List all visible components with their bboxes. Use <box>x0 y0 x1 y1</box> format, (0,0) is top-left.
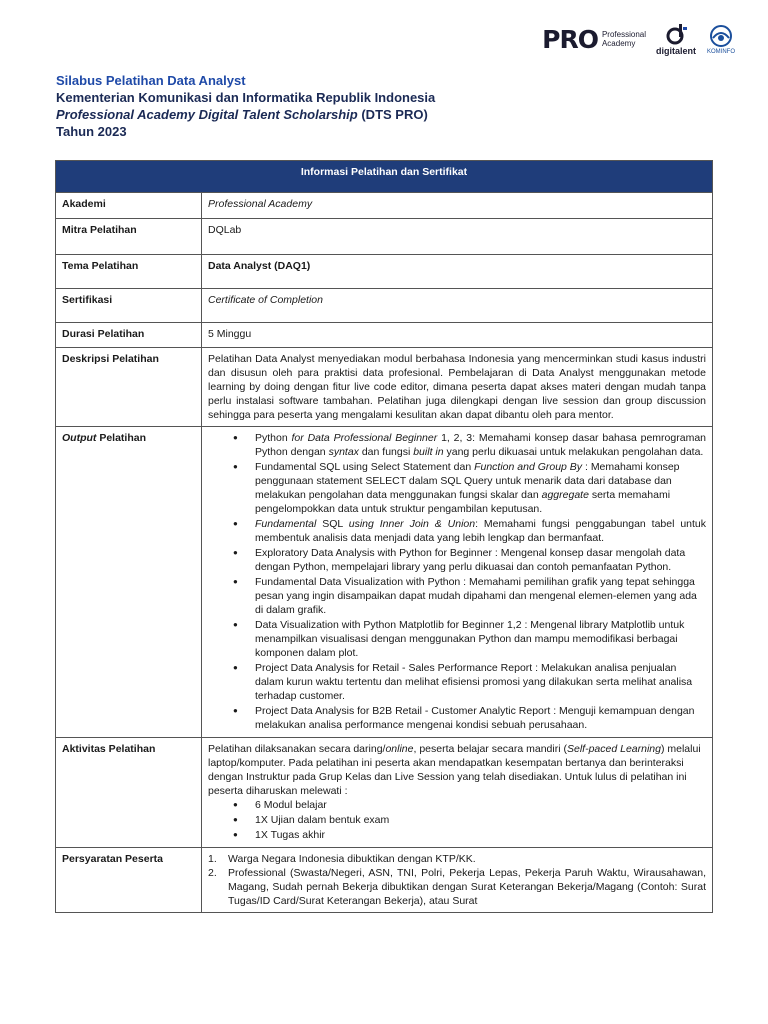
durasi-value: 5 Minggu <box>202 323 713 348</box>
program-name-italic: Professional Academy Digital Talent Scholarship <box>56 107 358 122</box>
digitalent-logo <box>656 23 696 56</box>
table-row <box>56 348 713 427</box>
akademi-label: Akademi <box>56 193 202 219</box>
list-item: ● Exploratory Data Analysis with Python for Beginner : Mengenal konsep dasar mengolah data dengan Python, mempelajari library yang perlu dikuasai dan contoh pemanfaatan Python. <box>208 546 706 574</box>
persyaratan-value <box>202 848 713 913</box>
list-item: ● Python for Data Professional Beginner 1, 2, 3: Memahami konsep dasar bahasa pemrograman Python dengan syntax dan fungsi built in yang perlu dikuasai untuk melakukan pengolahan data. <box>208 431 706 459</box>
kominfo-mark-icon <box>706 24 736 48</box>
output-label-italic: Output <box>62 432 97 444</box>
table-row <box>56 193 713 219</box>
document-title: Silabus Pelatihan Data Analyst <box>56 73 246 88</box>
aktivitas-paragraph: Pelatihan dilaksanakan secara daring/online, peserta belajar secara mandiri (Self-paced Learning) melalui laptop/komputer. Pada pelatihan ini peserta akan mendapatkan kesempatan bertanya dan berinteraksi dengan Instruktur pada Grup Kelas dan Live Session yang telah disediakan. Untuk lulus di pelatihan ini peserta diharuskan melewati : <box>208 743 701 797</box>
deskripsi-label: Deskripsi Pelatihan <box>56 348 202 427</box>
table-row <box>56 289 713 323</box>
table-row <box>56 219 713 255</box>
output-label <box>56 427 202 738</box>
output-list <box>208 431 706 732</box>
kominfo-word: KOMINFO <box>707 48 735 55</box>
sertifikasi-label: Sertifikasi <box>56 289 202 323</box>
list-item: ● Fundamental SQL using Select Statement dan Function and Group By : Memahami konsep penggunaan statement SELECT dalam SQL Query untuk menarik data dari database dan melakukan pengolahan data menggunakan fungsi skalar dan aggregate serta memahami pengelompokkan data untuk struktur pengambilan keputusan. <box>208 460 706 516</box>
document-title-block <box>56 72 435 140</box>
table-row <box>56 427 713 738</box>
akademi-value: Professional Academy <box>202 193 713 219</box>
table-row <box>56 255 713 289</box>
tema-label: Tema Pelatihan <box>56 255 202 289</box>
partner-logos <box>542 18 736 60</box>
list-item: ● Fundamental SQL using Inner Join & Union: Memahami fungsi penggabungan tabel untuk membentuk analisis data menjadi data yang lebih lengkap dan bermanfaat. <box>208 517 706 545</box>
aktivitas-list <box>208 798 706 842</box>
table-header-row <box>56 161 713 193</box>
list-item: ● Project Data Analysis for Retail - Sales Performance Report : Melakukan analisa penjualan dalam kurun waktu tertentu dan melihat efisiensi promosi yang dilakukan serta melihat analisa terhadap customer. <box>208 661 706 703</box>
list-item: 2. Professional (Swasta/Negeri, ASN, TNI, Polri, Pekerja Lepas, Pekerja Paruh Waktu, Wirausahawan, Magang, Sudah pernah Bekerja dibuktikan dengan Surat Keterangan Bekerja/Magang (Contoh: Surat Tugas/ID Card/Surat Keterangan Bekerja), atau Surat <box>208 867 706 907</box>
persyaratan-label: Persyaratan Peserta <box>56 848 202 913</box>
list-item: ● Data Visualization with Python Matplotlib for Beginner 1,2 : Mengenal library Matplotlib untuk menampilkan visualisasi dengan menggunakan Python dan mampu memodifikasi berbagai komponen dalam plot. <box>208 618 706 660</box>
mitra-value: DQLab <box>202 219 713 255</box>
ministry-name: Kementerian Komunikasi dan Informatika Republik Indonesia <box>56 90 436 105</box>
output-value <box>202 427 713 738</box>
mitra-label: Mitra Pelatihan <box>56 219 202 255</box>
list-item: ● 1X Tugas akhir <box>208 828 706 842</box>
table-row <box>56 738 713 848</box>
pro-logo-subtitle <box>602 30 646 48</box>
digitalent-word: digitalent <box>656 45 696 56</box>
list-item: ● Fundamental Data Visualization with Python : Memahami pemilihan grafik yang tepat sehingga pesan yang ingin disampaikan dapat mudah dipahami dan mengenal elemen-elemen yang ada di dalam grafik. <box>208 575 706 617</box>
list-item: ● Project Data Analysis for B2B Retail - Customer Analytic Report : Menguji kemampuan dengan melakukan analisa performance mengenai kondisi sebuah perusahaan. <box>208 704 706 732</box>
output-label-rest: Pelatihan <box>96 432 147 444</box>
syllabus-table <box>55 160 713 913</box>
program-name <box>56 106 435 123</box>
pro-logo-word: PRO <box>542 24 598 54</box>
list-item: ● 1X Ujian dalam bentuk exam <box>208 813 706 827</box>
tema-value: Data Analyst (DAQ1) <box>202 255 713 289</box>
pro-sub-line-2: Academy <box>601 39 636 48</box>
table-row <box>56 848 713 913</box>
list-item: ● 6 Modul belajar <box>208 798 706 812</box>
list-item: 1. Warga Negara Indonesia dibuktikan dengan KTP/KK. <box>208 853 476 865</box>
durasi-label: Durasi Pelatihan <box>56 323 202 348</box>
pro-academy-logo <box>542 25 646 54</box>
aktivitas-label: Aktivitas Pelatihan <box>56 738 202 848</box>
deskripsi-value: Pelatihan Data Analyst menyediakan modul berbahasa Indonesia yang mencerminkan studi kasus industri dan disusun oleh para praktisi data profesional. Pembelajaran di Data Analyst menggunakan metode learning by doing dengan fitur live code editor, dimana peserta dapat akses materi dengan mudah tanpa perlu instalasi software tambahan. Pelatihan juga dilengkapi dengan live session dan group discussion sehingga para peserta yang mengalami kesulitan akan dapat dibantu oleh para mentor. <box>202 348 713 427</box>
pro-sub-line-1: Professional <box>601 30 646 39</box>
table-heading: Informasi Pelatihan dan Sertifikat <box>56 161 713 193</box>
document-year: Tahun 2023 <box>56 124 127 139</box>
kominfo-logo <box>706 24 736 55</box>
sertifikasi-value: Certificate of Completion <box>202 289 713 323</box>
program-name-suffix: (DTS PRO) <box>357 107 428 122</box>
table-row <box>56 323 713 348</box>
persyaratan-list <box>208 852 706 908</box>
digitalent-mark-icon <box>664 23 688 45</box>
aktivitas-value <box>202 738 713 848</box>
